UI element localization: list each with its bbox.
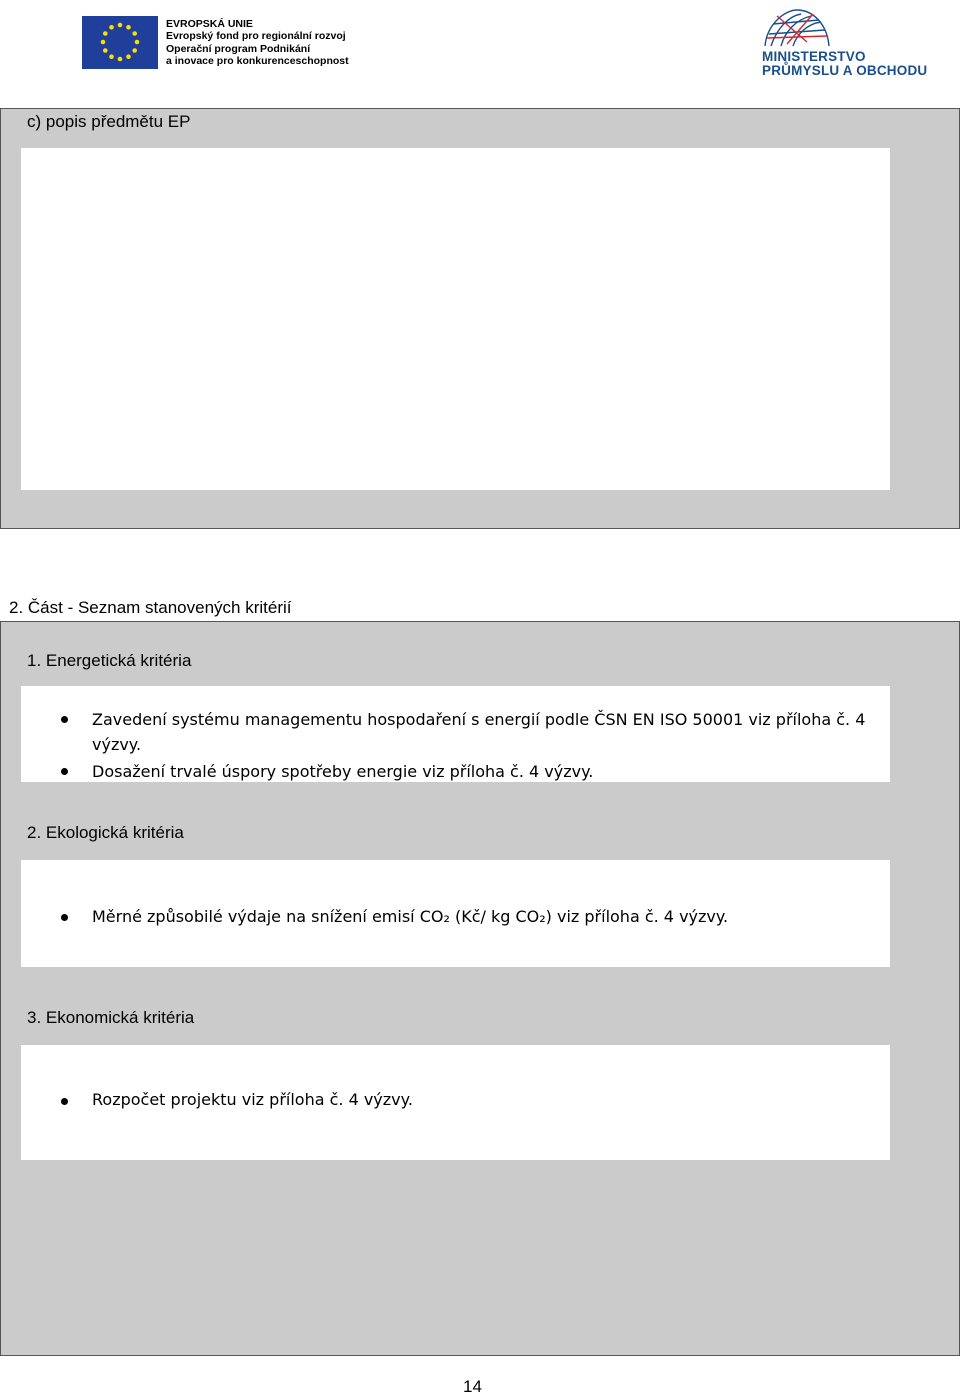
eu-flag-icon — [82, 16, 158, 69]
eu-logo-text — [166, 18, 349, 68]
section-c-text-area[interactable] — [21, 148, 890, 490]
criteria-heading-economic: 3. Ekonomická kritéria — [27, 1008, 195, 1027]
part2-title: 2. Část - Seznam stanovených kritérií — [9, 598, 292, 617]
bullet-icon — [61, 1098, 68, 1105]
criteria-item: Dosažení trvalé úspory spotřeby energie viz příloha č. 4 výzvy. — [92, 762, 594, 781]
eu-logo-line: Evropský fond pro regionální rozvoj — [166, 30, 346, 42]
criteria-item-continuation: výzvy. — [92, 735, 142, 754]
page-number: 14 — [463, 1377, 482, 1396]
mpo-globe-icon — [757, 6, 837, 50]
eu-logo — [82, 16, 349, 69]
eu-logo-line: EVROPSKÁ UNIE — [166, 17, 253, 30]
criteria-heading-ecological: 2. Ekologická kritéria — [27, 823, 184, 842]
section-c-label: c) popis předmětu EP — [27, 112, 191, 131]
bullet-icon — [61, 914, 68, 921]
mpo-logo-line: MINISTERSTVO — [762, 49, 866, 64]
mpo-logo-text — [762, 50, 927, 78]
bullet-icon — [61, 716, 68, 723]
criteria-item: Zavedení systému managementu hospodaření s energií podle ČSN EN ISO 50001 viz příloha č. 4 — [92, 710, 866, 729]
criteria-item: Rozpočet projektu viz příloha č. 4 výzvy. — [92, 1090, 413, 1109]
eu-logo-line: a inovace pro konkurenceschopnost — [166, 55, 349, 67]
mpo-logo-line: PRŮMYSLU A OBCHODU — [762, 63, 928, 78]
criteria-item: Měrné způsobilé výdaje na snížení emisí CO₂ (Kč/ kg CO₂) viz příloha č. 4 výzvy. — [92, 907, 729, 926]
eu-logo-line: Operační program Podnikání — [166, 42, 311, 55]
criteria-heading-energetic: 1. Energetická kritéria — [27, 651, 192, 670]
mpo-logo — [757, 6, 927, 81]
bullet-icon — [61, 768, 68, 775]
